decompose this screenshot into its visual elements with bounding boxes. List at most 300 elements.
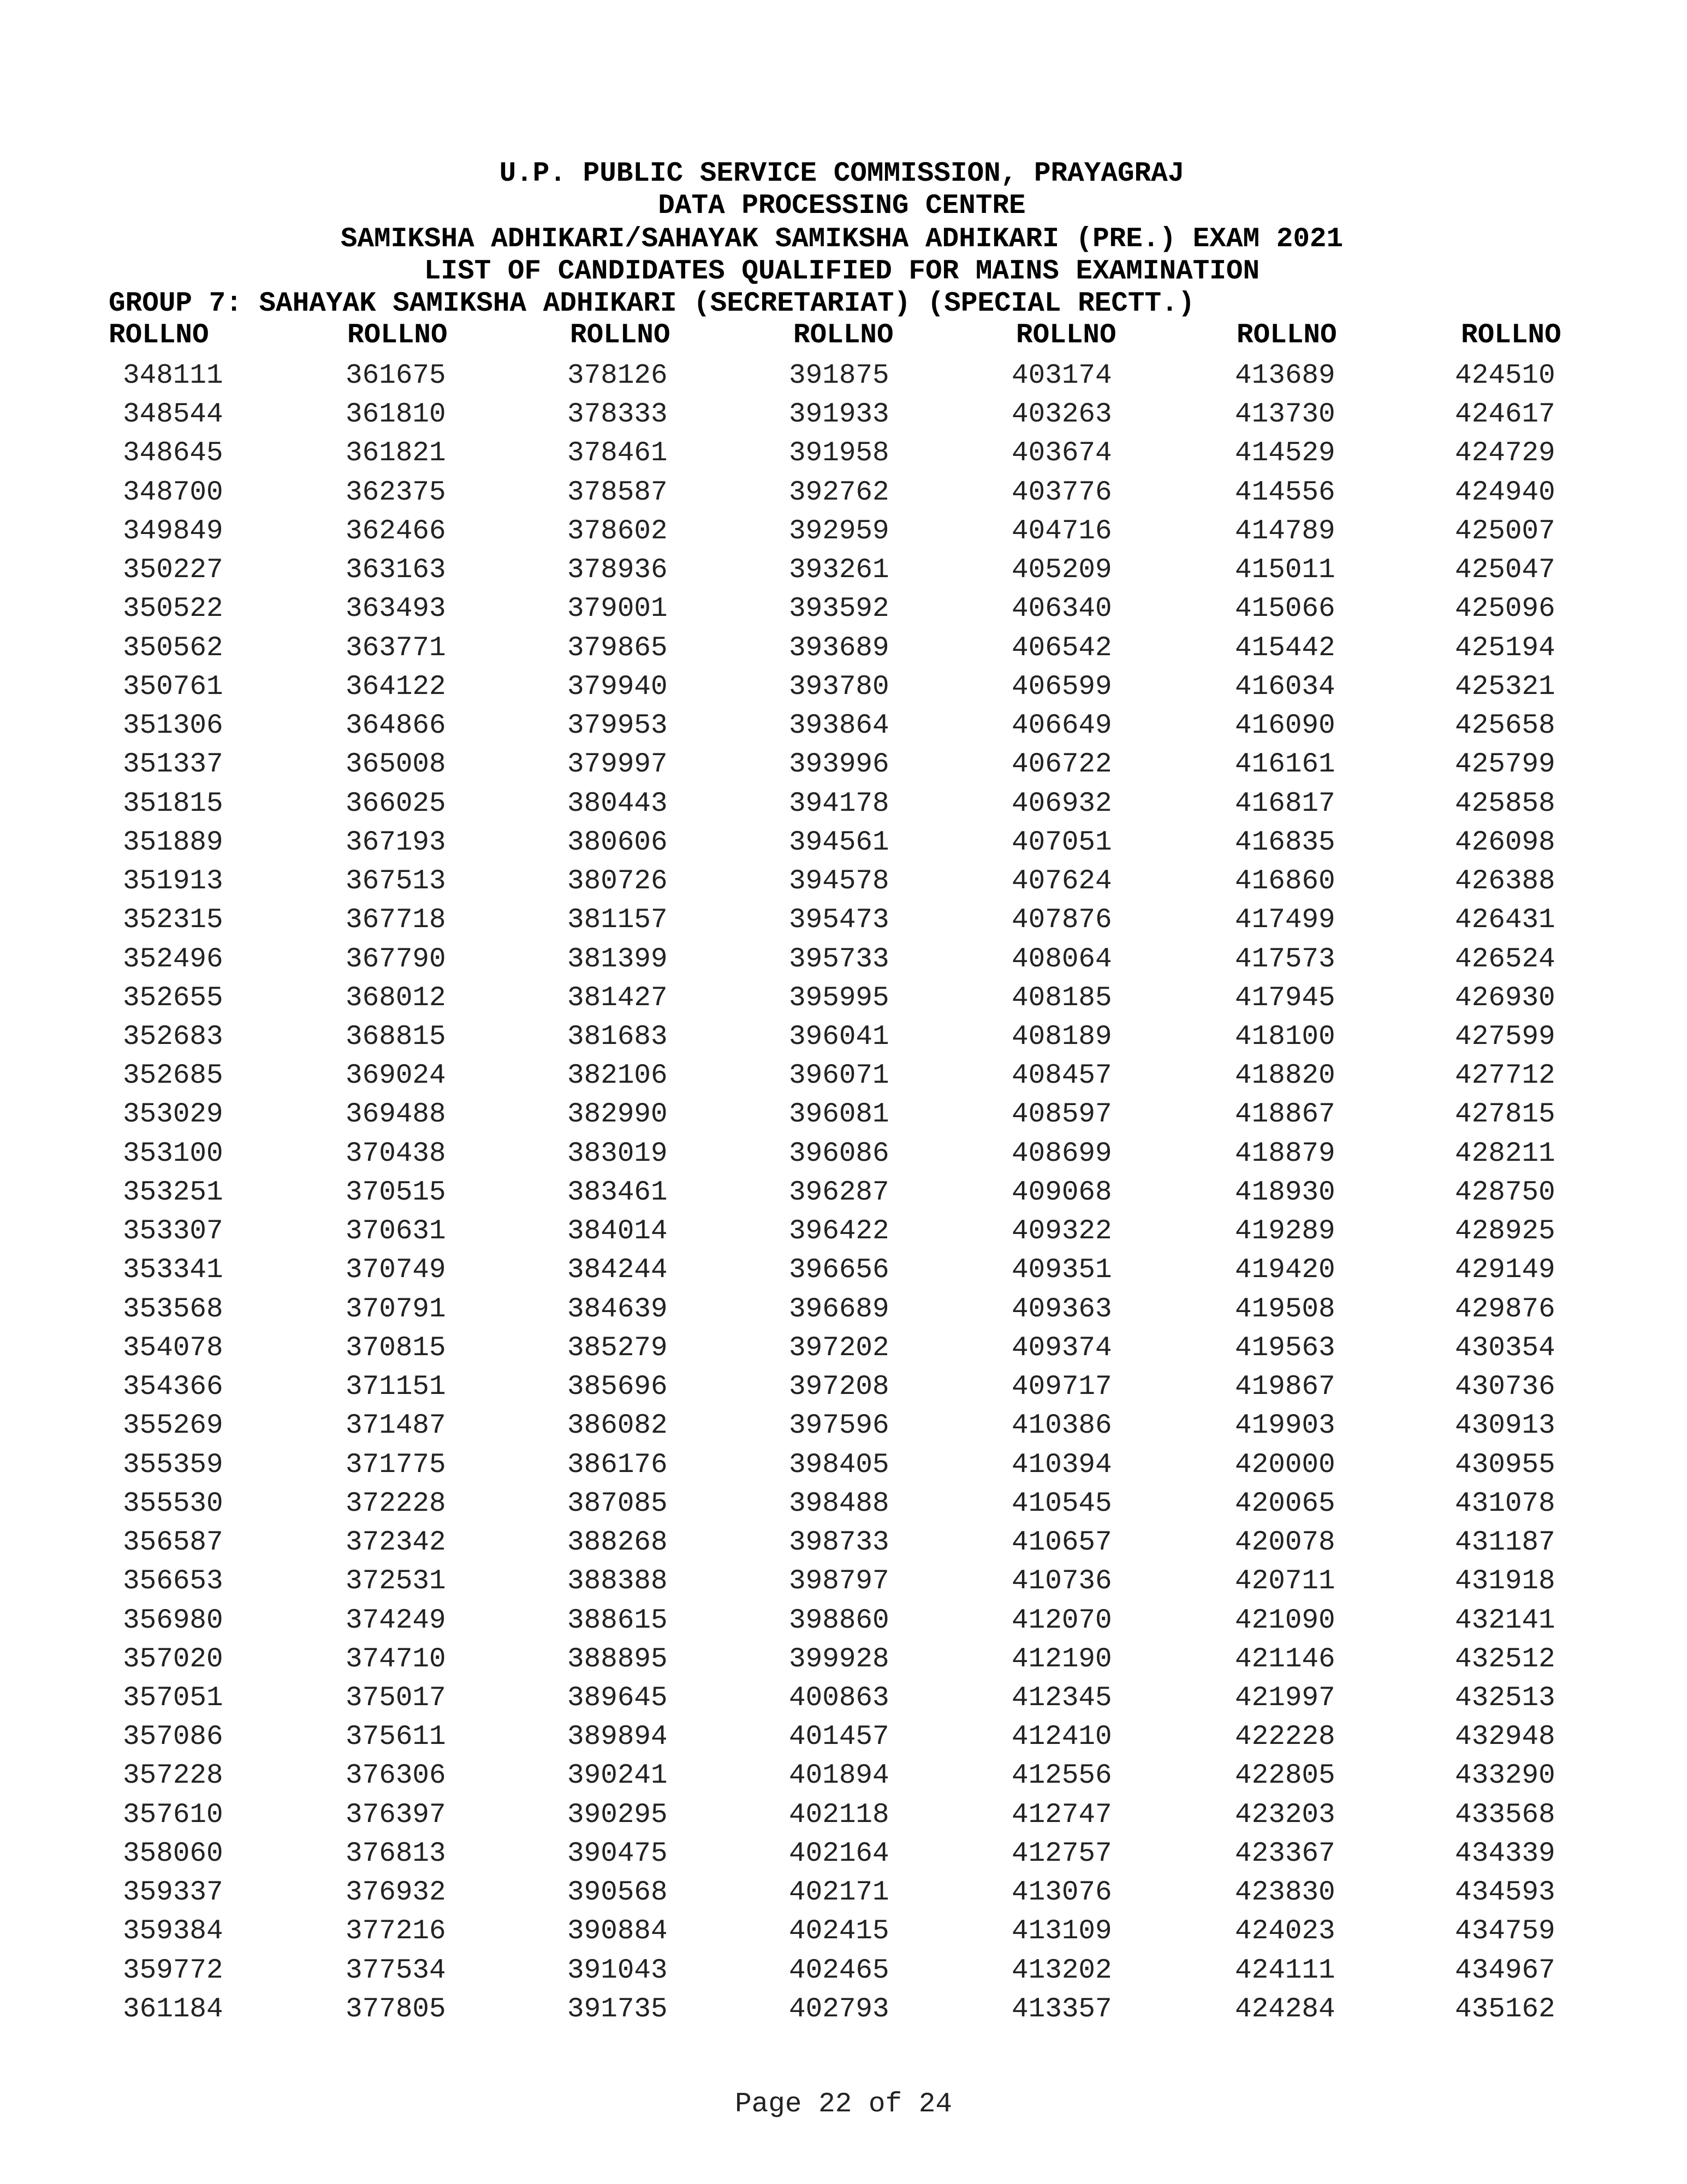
rollno-cell: 367790 bbox=[346, 943, 446, 975]
rollno-cell: 394561 bbox=[789, 827, 889, 858]
rollno-cell: 376306 bbox=[346, 1760, 446, 1792]
rollno-cell: 375017 bbox=[346, 1682, 446, 1714]
rollno-cell: 416034 bbox=[1235, 671, 1335, 703]
rollno-cell: 424023 bbox=[1235, 1916, 1335, 1948]
rollno-cell: 419508 bbox=[1235, 1293, 1335, 1325]
rollno-cell: 390295 bbox=[567, 1799, 668, 1831]
rollno-cell: 419903 bbox=[1235, 1410, 1335, 1442]
rollno-cell: 412190 bbox=[1012, 1643, 1112, 1675]
group-heading: GROUP 7: SAHAYAK SAMIKSHA ADHIKARI (SECRETARIAT) (SPECIAL RECTT.) bbox=[109, 288, 1195, 319]
rollno-cell: 425194 bbox=[1455, 632, 1555, 664]
rollno-cell: 417573 bbox=[1235, 943, 1335, 975]
rollno-cell: 396287 bbox=[789, 1177, 889, 1208]
rollno-cell: 432141 bbox=[1455, 1605, 1555, 1636]
rollno-cell: 363771 bbox=[346, 632, 446, 664]
rollno-cell: 408064 bbox=[1012, 943, 1112, 975]
rollno-cell: 357051 bbox=[123, 1682, 223, 1714]
rollno-cell: 409068 bbox=[1012, 1177, 1112, 1208]
rollno-cell: 388615 bbox=[567, 1605, 668, 1636]
rollno-cell: 391875 bbox=[789, 360, 889, 391]
rollno-cell: 362466 bbox=[346, 515, 446, 547]
rollno-cell: 357020 bbox=[123, 1643, 223, 1675]
rollno-column bbox=[346, 319, 448, 2025]
rollno-cell: 419289 bbox=[1235, 1216, 1335, 1248]
rollno-cell: 386176 bbox=[567, 1449, 668, 1481]
commission-title: U.P. PUBLIC SERVICE COMMISSION, PRAYAGRAJ bbox=[499, 158, 1185, 189]
rollno-cell: 352496 bbox=[123, 943, 223, 975]
rollno-cell: 397596 bbox=[789, 1410, 889, 1442]
rollno-cell: 355530 bbox=[123, 1488, 223, 1520]
rollno-cell: 430913 bbox=[1455, 1410, 1555, 1442]
rollno-cell: 396689 bbox=[789, 1293, 889, 1325]
rollno-cell: 351337 bbox=[123, 749, 223, 781]
rollno-column bbox=[109, 319, 223, 2025]
rollno-cell: 398405 bbox=[789, 1449, 889, 1481]
rollno-cell: 394178 bbox=[789, 788, 889, 820]
rollno-cell: 353029 bbox=[123, 1099, 223, 1131]
rollno-cell: 388388 bbox=[567, 1566, 668, 1598]
rollno-cell: 348645 bbox=[123, 438, 223, 470]
rollno-column bbox=[789, 319, 894, 2025]
rollno-cell: 392762 bbox=[789, 477, 889, 508]
rollno-cell: 426388 bbox=[1455, 866, 1555, 898]
rollno-cell: 382106 bbox=[567, 1060, 668, 1092]
rollno-cell: 428211 bbox=[1455, 1138, 1555, 1170]
rollno-cell: 426098 bbox=[1455, 827, 1555, 858]
rollno-cell: 425047 bbox=[1455, 555, 1555, 586]
rollno-cell: 379001 bbox=[567, 594, 668, 625]
rollno-cell: 423203 bbox=[1235, 1799, 1335, 1831]
rollno-column bbox=[567, 319, 670, 2025]
rollno-cell: 361675 bbox=[346, 360, 446, 391]
rollno-cell: 426524 bbox=[1455, 943, 1555, 975]
rollno-cell: 357228 bbox=[123, 1760, 223, 1792]
column-header: ROLLNO bbox=[1461, 320, 1561, 351]
rollno-cell: 372342 bbox=[346, 1527, 446, 1559]
rollno-cell: 396081 bbox=[789, 1099, 889, 1131]
rollno-cell: 370631 bbox=[346, 1216, 446, 1248]
rollno-cell: 410736 bbox=[1012, 1566, 1112, 1598]
rollno-cell: 402171 bbox=[789, 1877, 889, 1909]
rollno-cell: 384014 bbox=[567, 1216, 668, 1248]
rollno-cell: 393689 bbox=[789, 632, 889, 664]
rollno-cell: 379997 bbox=[567, 749, 668, 781]
rollno-cell: 384639 bbox=[567, 1293, 668, 1325]
rollno-cell: 391735 bbox=[567, 1993, 668, 2025]
centre-title: DATA PROCESSING CENTRE bbox=[658, 191, 1026, 222]
rollno-cell: 363493 bbox=[346, 594, 446, 625]
rollno-cell: 371487 bbox=[346, 1410, 446, 1442]
rollno-cell: 353251 bbox=[123, 1177, 223, 1208]
rollno-cell: 407051 bbox=[1012, 827, 1112, 858]
rollno-cell: 381427 bbox=[567, 982, 668, 1014]
rollno-cell: 421997 bbox=[1235, 1682, 1335, 1714]
rollno-cell: 385696 bbox=[567, 1372, 668, 1403]
rollno-cell: 413202 bbox=[1012, 1955, 1112, 1986]
rollno-cell: 391043 bbox=[567, 1955, 668, 1986]
rollno-cell: 370815 bbox=[346, 1332, 446, 1364]
rollno-cell: 422805 bbox=[1235, 1760, 1335, 1792]
rollno-cell: 372531 bbox=[346, 1566, 446, 1598]
rollno-cell: 426431 bbox=[1455, 905, 1555, 936]
rollno-cell: 354366 bbox=[123, 1372, 223, 1403]
rollno-cell: 367193 bbox=[346, 827, 446, 858]
rollno-cell: 413076 bbox=[1012, 1877, 1112, 1909]
rollno-cell: 363163 bbox=[346, 555, 446, 586]
rollno-cell: 355269 bbox=[123, 1410, 223, 1442]
rollno-cell: 416860 bbox=[1235, 866, 1335, 898]
rollno-cell: 407624 bbox=[1012, 866, 1112, 898]
rollno-cell: 434967 bbox=[1455, 1955, 1555, 1986]
rollno-cell: 406599 bbox=[1012, 671, 1112, 703]
rollno-column bbox=[1455, 319, 1561, 2025]
rollno-cell: 402415 bbox=[789, 1916, 889, 1948]
rollno-cell: 365008 bbox=[346, 749, 446, 781]
rollno-cell: 398488 bbox=[789, 1488, 889, 1520]
rollno-cell: 380606 bbox=[567, 827, 668, 858]
rollno-cell: 390241 bbox=[567, 1760, 668, 1792]
rollno-cell: 415442 bbox=[1235, 632, 1335, 664]
rollno-cell: 407876 bbox=[1012, 905, 1112, 936]
rollno-cell: 416835 bbox=[1235, 827, 1335, 858]
rollno-cell: 386082 bbox=[567, 1410, 668, 1442]
rollno-cell: 384244 bbox=[567, 1255, 668, 1286]
rollno-cell: 418879 bbox=[1235, 1138, 1335, 1170]
rollno-cell: 348700 bbox=[123, 477, 223, 508]
rollno-cell: 409374 bbox=[1012, 1332, 1112, 1364]
rollno-cell: 406649 bbox=[1012, 710, 1112, 742]
rollno-cell: 362375 bbox=[346, 477, 446, 508]
rollno-cell: 416817 bbox=[1235, 788, 1335, 820]
rollno-cell: 367513 bbox=[346, 866, 446, 898]
rollno-cell: 394578 bbox=[789, 866, 889, 898]
rollno-cell: 377216 bbox=[346, 1916, 446, 1948]
rollno-cell: 354078 bbox=[123, 1332, 223, 1364]
rollno-cell: 393864 bbox=[789, 710, 889, 742]
page-number: Page 22 of 24 bbox=[735, 2089, 952, 2120]
column-header: ROLLNO bbox=[109, 320, 209, 351]
rollno-cell: 410394 bbox=[1012, 1449, 1112, 1481]
rollno-cell: 361810 bbox=[346, 399, 446, 431]
rollno-column bbox=[1012, 319, 1116, 2025]
rollno-cell: 418930 bbox=[1235, 1177, 1335, 1208]
column-header: ROLLNO bbox=[570, 320, 670, 351]
rollno-cell: 389645 bbox=[567, 1682, 668, 1714]
rollno-cell: 412556 bbox=[1012, 1760, 1112, 1792]
rollno-cell: 391958 bbox=[789, 438, 889, 470]
rollno-cell: 395995 bbox=[789, 982, 889, 1014]
rollno-cell: 374710 bbox=[346, 1643, 446, 1675]
rollno-cell: 434759 bbox=[1455, 1916, 1555, 1948]
rollno-cell: 398733 bbox=[789, 1527, 889, 1559]
rollno-cell: 432512 bbox=[1455, 1643, 1555, 1675]
rollno-cell: 412070 bbox=[1012, 1605, 1112, 1636]
rollno-cell: 419563 bbox=[1235, 1332, 1335, 1364]
rollno-cell: 378936 bbox=[567, 555, 668, 586]
rollno-cell: 430736 bbox=[1455, 1372, 1555, 1403]
rollno-cell: 349849 bbox=[123, 515, 223, 547]
rollno-cell: 370438 bbox=[346, 1138, 446, 1170]
rollno-cell: 420711 bbox=[1235, 1566, 1335, 1598]
rollno-cell: 369024 bbox=[346, 1060, 446, 1092]
rollno-cell: 415066 bbox=[1235, 594, 1335, 625]
rollno-cell: 397208 bbox=[789, 1372, 889, 1403]
rollno-cell: 412345 bbox=[1012, 1682, 1112, 1714]
rollno-cell: 424940 bbox=[1455, 477, 1555, 508]
rollno-cell: 370515 bbox=[346, 1177, 446, 1208]
rollno-cell: 390475 bbox=[567, 1838, 668, 1870]
rollno-cell: 403174 bbox=[1012, 360, 1112, 391]
rollno-cell: 379940 bbox=[567, 671, 668, 703]
rollno-cell: 413109 bbox=[1012, 1916, 1112, 1948]
rollno-cell: 403263 bbox=[1012, 399, 1112, 431]
rollno-cell: 413730 bbox=[1235, 399, 1335, 431]
rollno-cell: 376397 bbox=[346, 1799, 446, 1831]
rollno-cell: 353307 bbox=[123, 1216, 223, 1248]
rollno-cell: 358060 bbox=[123, 1838, 223, 1870]
rollno-cell: 378126 bbox=[567, 360, 668, 391]
rollno-cell: 387085 bbox=[567, 1488, 668, 1520]
rollno-cell: 356980 bbox=[123, 1605, 223, 1636]
rollno-cell: 381683 bbox=[567, 1021, 668, 1053]
rollno-cell: 359337 bbox=[123, 1877, 223, 1909]
rollno-cell: 432513 bbox=[1455, 1682, 1555, 1714]
rollno-cell: 364122 bbox=[346, 671, 446, 703]
rollno-cell: 353341 bbox=[123, 1255, 223, 1286]
rollno-cell: 376813 bbox=[346, 1838, 446, 1870]
rollno-cell: 352315 bbox=[123, 905, 223, 936]
rollno-cell: 429149 bbox=[1455, 1255, 1555, 1286]
rollno-cell: 371151 bbox=[346, 1372, 446, 1403]
rollno-cell: 377534 bbox=[346, 1955, 446, 1986]
rollno-cell: 431078 bbox=[1455, 1488, 1555, 1520]
rollno-cell: 425799 bbox=[1455, 749, 1555, 781]
rollno-cell: 434339 bbox=[1455, 1838, 1555, 1870]
rollno-column bbox=[1235, 319, 1337, 2025]
rollno-cell: 417945 bbox=[1235, 982, 1335, 1014]
rollno-cell: 425096 bbox=[1455, 594, 1555, 625]
rollno-cell: 401894 bbox=[789, 1760, 889, 1792]
rollno-cell: 402465 bbox=[789, 1955, 889, 1986]
rollno-cell: 408185 bbox=[1012, 982, 1112, 1014]
rollno-cell: 381157 bbox=[567, 905, 668, 936]
column-header: ROLLNO bbox=[1237, 320, 1337, 351]
rollno-cell: 427599 bbox=[1455, 1021, 1555, 1053]
rollno-cell: 428750 bbox=[1455, 1177, 1555, 1208]
rollno-cell: 434593 bbox=[1455, 1877, 1555, 1909]
rollno-cell: 417499 bbox=[1235, 905, 1335, 936]
rollno-cell: 435162 bbox=[1455, 1993, 1555, 2025]
rollno-cell: 361184 bbox=[123, 1993, 223, 2025]
rollno-cell: 414789 bbox=[1235, 515, 1335, 547]
rollno-cell: 409717 bbox=[1012, 1372, 1112, 1403]
rollno-cell: 425658 bbox=[1455, 710, 1555, 742]
rollno-cell: 409363 bbox=[1012, 1293, 1112, 1325]
rollno-cell: 427815 bbox=[1455, 1099, 1555, 1131]
rollno-cell: 428925 bbox=[1455, 1216, 1555, 1248]
rollno-cell: 366025 bbox=[346, 788, 446, 820]
rollno-cell: 388268 bbox=[567, 1527, 668, 1559]
rollno-cell: 379865 bbox=[567, 632, 668, 664]
rollno-cell: 388895 bbox=[567, 1643, 668, 1675]
rollno-cell: 348544 bbox=[123, 399, 223, 431]
rollno-cell: 357086 bbox=[123, 1722, 223, 1753]
rollno-cell: 393996 bbox=[789, 749, 889, 781]
rollno-cell: 408699 bbox=[1012, 1138, 1112, 1170]
rollno-cell: 420000 bbox=[1235, 1449, 1335, 1481]
rollno-cell: 424111 bbox=[1235, 1955, 1335, 1986]
rollno-cell: 351889 bbox=[123, 827, 223, 858]
rollno-cell: 431918 bbox=[1455, 1566, 1555, 1598]
rollno-cell: 416090 bbox=[1235, 710, 1335, 742]
list-title: LIST OF CANDIDATES QUALIFIED FOR MAINS EXAMINATION bbox=[424, 256, 1260, 287]
rollno-cell: 350562 bbox=[123, 632, 223, 664]
rollno-cell: 418867 bbox=[1235, 1099, 1335, 1131]
rollno-cell: 408457 bbox=[1012, 1060, 1112, 1092]
rollno-cell: 414529 bbox=[1235, 438, 1335, 470]
rollno-cell: 424617 bbox=[1455, 399, 1555, 431]
rollno-cell: 353100 bbox=[123, 1138, 223, 1170]
rollno-cell: 410545 bbox=[1012, 1488, 1112, 1520]
rollno-cell: 378587 bbox=[567, 477, 668, 508]
rollno-cell: 369488 bbox=[346, 1099, 446, 1131]
rollno-cell: 423830 bbox=[1235, 1877, 1335, 1909]
rollno-cell: 370791 bbox=[346, 1293, 446, 1325]
rollno-cell: 378333 bbox=[567, 399, 668, 431]
rollno-cell: 413689 bbox=[1235, 360, 1335, 391]
rollno-cell: 393780 bbox=[789, 671, 889, 703]
rollno-cell: 430354 bbox=[1455, 1332, 1555, 1364]
rollno-cell: 382990 bbox=[567, 1099, 668, 1131]
exam-title: SAMIKSHA ADHIKARI/SAHAYAK SAMIKSHA ADHIKARI (PRE.) EXAM 2021 bbox=[340, 224, 1344, 255]
rollno-cell: 368815 bbox=[346, 1021, 446, 1053]
rollno-cell: 383019 bbox=[567, 1138, 668, 1170]
rollno-cell: 425321 bbox=[1455, 671, 1555, 703]
rollno-cell: 418820 bbox=[1235, 1060, 1335, 1092]
rollno-cell: 352655 bbox=[123, 982, 223, 1014]
rollno-cell: 393592 bbox=[789, 594, 889, 625]
rollno-cell: 418100 bbox=[1235, 1021, 1335, 1053]
rollno-cell: 390568 bbox=[567, 1877, 668, 1909]
rollno-cell: 409322 bbox=[1012, 1216, 1112, 1248]
rollno-cell: 404716 bbox=[1012, 515, 1112, 547]
rollno-cell: 380443 bbox=[567, 788, 668, 820]
rollno-cell: 368012 bbox=[346, 982, 446, 1014]
rollno-cell: 423367 bbox=[1235, 1838, 1335, 1870]
rollno-cell: 401457 bbox=[789, 1722, 889, 1753]
rollno-cell: 381399 bbox=[567, 943, 668, 975]
rollno-cell: 406932 bbox=[1012, 788, 1112, 820]
rollno-cell: 424510 bbox=[1455, 360, 1555, 391]
rollno-cell: 403674 bbox=[1012, 438, 1112, 470]
rollno-cell: 408189 bbox=[1012, 1021, 1112, 1053]
rollno-cell: 419867 bbox=[1235, 1372, 1335, 1403]
rollno-cell: 385279 bbox=[567, 1332, 668, 1364]
rollno-cell: 397202 bbox=[789, 1332, 889, 1364]
rollno-cell: 356653 bbox=[123, 1566, 223, 1598]
rollno-cell: 355359 bbox=[123, 1449, 223, 1481]
column-header: ROLLNO bbox=[1016, 320, 1116, 351]
rollno-cell: 351815 bbox=[123, 788, 223, 820]
rollno-cell: 433568 bbox=[1455, 1799, 1555, 1831]
rollno-cell: 424729 bbox=[1455, 438, 1555, 470]
rollno-cell: 371775 bbox=[346, 1449, 446, 1481]
rollno-cell: 422228 bbox=[1235, 1722, 1335, 1753]
rollno-cell: 377805 bbox=[346, 1993, 446, 2025]
rollno-cell: 425007 bbox=[1455, 515, 1555, 547]
rollno-cell: 412757 bbox=[1012, 1838, 1112, 1870]
rollno-cell: 379953 bbox=[567, 710, 668, 742]
rollno-cell: 396422 bbox=[789, 1216, 889, 1248]
rollno-cell: 378461 bbox=[567, 438, 668, 470]
rollno-cell: 410386 bbox=[1012, 1410, 1112, 1442]
rollno-cell: 391933 bbox=[789, 399, 889, 431]
rollno-cell: 398797 bbox=[789, 1566, 889, 1598]
rollno-cell: 350522 bbox=[123, 594, 223, 625]
rollno-cell: 350761 bbox=[123, 671, 223, 703]
rollno-cell: 408597 bbox=[1012, 1099, 1112, 1131]
rollno-cell: 402164 bbox=[789, 1838, 889, 1870]
rollno-cell: 403776 bbox=[1012, 477, 1112, 508]
rollno-cell: 406542 bbox=[1012, 632, 1112, 664]
rollno-cell: 376932 bbox=[346, 1877, 446, 1909]
rollno-cell: 421090 bbox=[1235, 1605, 1335, 1636]
rollno-cell: 400863 bbox=[789, 1682, 889, 1714]
rollno-cell: 359772 bbox=[123, 1955, 223, 1986]
rollno-cell: 399928 bbox=[789, 1643, 889, 1675]
rollno-cell: 398860 bbox=[789, 1605, 889, 1636]
rollno-cell: 380726 bbox=[567, 866, 668, 898]
rollno-cell: 351306 bbox=[123, 710, 223, 742]
rollno-cell: 414556 bbox=[1235, 477, 1335, 508]
rollno-cell: 348111 bbox=[123, 360, 223, 391]
rollno-cell: 396041 bbox=[789, 1021, 889, 1053]
rollno-cell: 427712 bbox=[1455, 1060, 1555, 1092]
rollno-cell: 402118 bbox=[789, 1799, 889, 1831]
rollno-cell: 402793 bbox=[789, 1993, 889, 2025]
rollno-cell: 372228 bbox=[346, 1488, 446, 1520]
rollno-cell: 359384 bbox=[123, 1916, 223, 1948]
rollno-cell: 405209 bbox=[1012, 555, 1112, 586]
rollno-cell: 420065 bbox=[1235, 1488, 1335, 1520]
rollno-cell: 364866 bbox=[346, 710, 446, 742]
rollno-cell: 396086 bbox=[789, 1138, 889, 1170]
rollno-cell: 370749 bbox=[346, 1255, 446, 1286]
rollno-cell: 352683 bbox=[123, 1021, 223, 1053]
rollno-cell: 425858 bbox=[1455, 788, 1555, 820]
rollno-cell: 350227 bbox=[123, 555, 223, 586]
rollno-cell: 416161 bbox=[1235, 749, 1335, 781]
column-header: ROLLNO bbox=[347, 320, 448, 351]
rollno-cell: 367718 bbox=[346, 905, 446, 936]
rollno-cell: 375611 bbox=[346, 1722, 446, 1753]
rollno-cell: 420078 bbox=[1235, 1527, 1335, 1559]
rollno-cell: 421146 bbox=[1235, 1643, 1335, 1675]
rollno-cell: 430955 bbox=[1455, 1449, 1555, 1481]
rollno-cell: 351913 bbox=[123, 866, 223, 898]
rollno-cell: 389894 bbox=[567, 1722, 668, 1753]
rollno-cell: 353568 bbox=[123, 1293, 223, 1325]
rollno-cell: 409351 bbox=[1012, 1255, 1112, 1286]
rollno-cell: 396071 bbox=[789, 1060, 889, 1092]
rollno-cell: 429876 bbox=[1455, 1293, 1555, 1325]
rollno-cell: 412747 bbox=[1012, 1799, 1112, 1831]
rollno-cell: 415011 bbox=[1235, 555, 1335, 586]
rollno-cell: 396656 bbox=[789, 1255, 889, 1286]
rollno-cell: 383461 bbox=[567, 1177, 668, 1208]
rollno-cell: 406340 bbox=[1012, 594, 1112, 625]
rollno-cell: 410657 bbox=[1012, 1527, 1112, 1559]
